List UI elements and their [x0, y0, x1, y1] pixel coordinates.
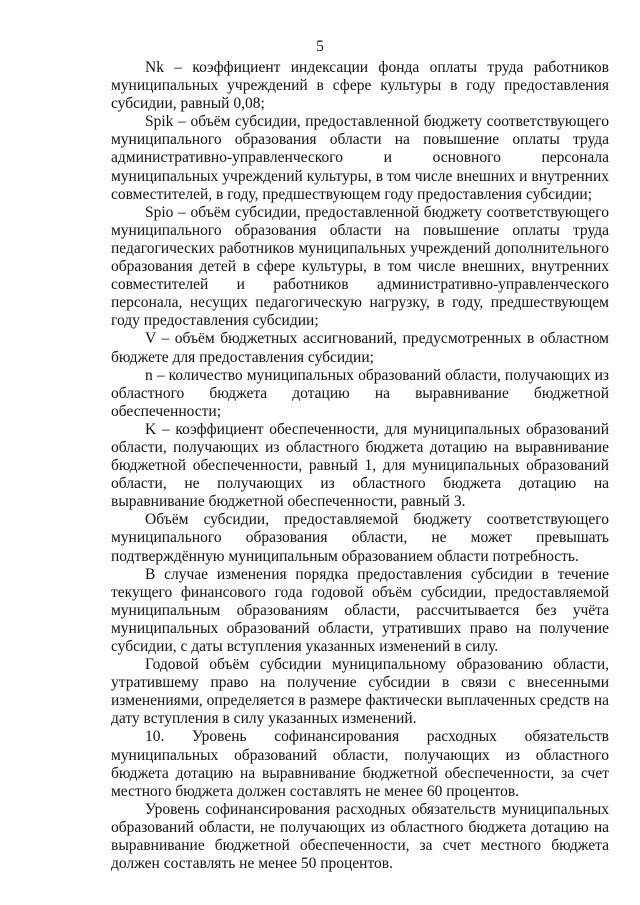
paragraph-nk-definition: Nk – коэффициент индексации фонда оплаты труда работников муниципальных учреждений в сфере культуры в году предоставления субсидии, равный 0,08;	[111, 59, 609, 113]
document-body	[111, 59, 609, 873]
paragraph-spio-definition: Spio – объём субсидии, предоставленной бюджету соответствующего муниципального образования области на повышение оплаты труда педагогических работников муниципальных учреждений дополнительного образования детей в сфере культуры, в том числе внешних, внутренних совместителей и работников административно-управленческого персонала, несущих педагогическую нагрузку, в году, предшествующем году предоставления субсидии;	[111, 203, 609, 330]
paragraph-n-definition: n – количество муниципальных образований области, получающих из областного бюджета дотацию на выравнивание бюджетной обеспеченности;	[111, 366, 609, 420]
paragraph-spik-definition: Spik – объём субсидии, предоставленной бюджету соответствующего муниципального образования области на повышение оплаты труда административно-управленческого и основного персонала муниципальных учреждений культуры, в том числе внешних и внутренних совместителей, в году, предшествующем году предоставления субсидии;	[111, 113, 609, 203]
paragraph-v-definition: V – объём бюджетных ассигнований, предусмотренных в областном бюджете для предоставления субсидии;	[111, 330, 609, 366]
paragraph-cofinancing-level-60: 10. Уровень софинансирования расходных обязательств муниципальных образований области, получающих из областного бюджета дотацию на выравнивание бюджетной обеспеченности, за счет местного бюджета должен составлять не менее 60 процентов.	[111, 728, 609, 800]
paragraph-procedure-change: В случае изменения порядка предоставления субсидии в течение текущего финансового года годовой объём субсидии, предоставляемой муниципальным образованиям области, рассчитывается без учёта муниципальных образований области, утративших право на получение субсидии, с даты вступления указанных изменений в силу.	[111, 565, 609, 655]
paragraph-cofinancing-level-50: Уровень софинансирования расходных обязательств муниципальных образований области, не получающих из областного бюджета дотацию на выравнивание бюджетной обеспеченности, за счет местного бюджета должен составлять не менее 50 процентов.	[111, 800, 609, 873]
paragraph-annual-volume: Годовой объём субсидии муниципальному образованию области, утратившему право на получение субсидии в связи с внесенными изменениями, определяется в размере фактически выплаченных средств на дату вступления в силу указанных изменений.	[111, 656, 609, 728]
paragraph-k-definition: K – коэффициент обеспеченности, для муниципальных образований области, получающих из областного бюджета дотацию на выравнивание бюджетной обеспеченности, равный 1, для муниципальных образований области, не получающих из областного бюджета дотацию на выравнивание бюджетной обеспеченности, равный 3.	[111, 420, 609, 511]
paragraph-subsidy-limit: Объём субсидии, предоставляемой бюджету соответствующего муниципального образования области, не может превышать подтверждённую муниципальным образованием области потребность.	[111, 511, 609, 565]
page-number: 5	[316, 38, 324, 55]
